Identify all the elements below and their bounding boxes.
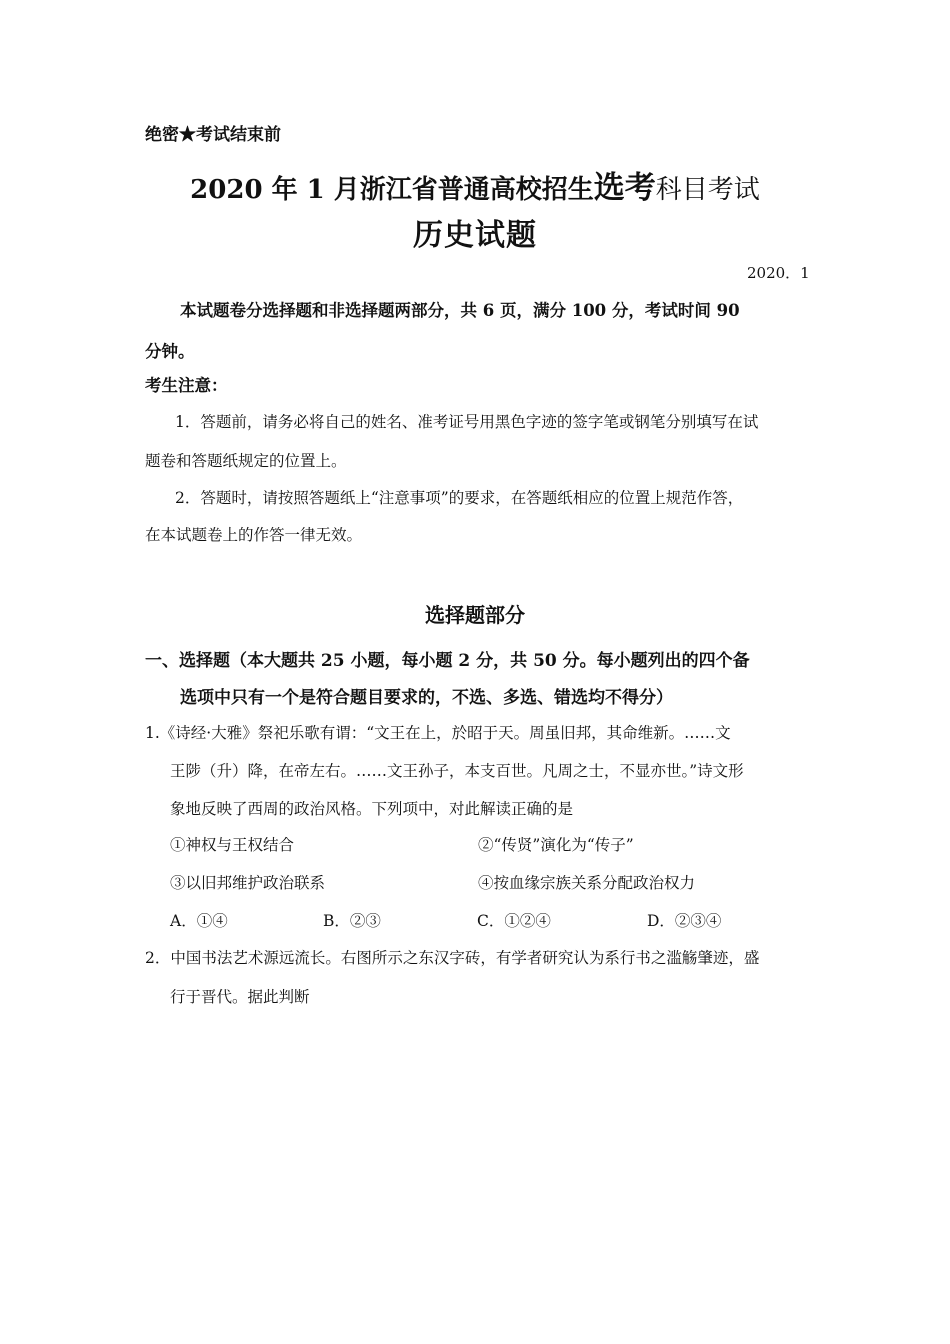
question-1-statement-3: ③以旧邦维护政治联系: [170, 874, 326, 892]
question-1-line-2: 王陟（升）降，在帝左右。……文王孙子，本支百世。凡周之士，不显亦世。”诗文形: [170, 762, 744, 780]
question-1-statement-2: ②“传贤”演化为“传子”: [478, 836, 634, 854]
confidential-label: 绝密★考试结束前: [145, 125, 281, 145]
question-1-line-3: 象地反映了西周的政治风格。下列项中，对此解读正确的是: [170, 800, 574, 818]
notice-item-2-line-2: 在本试题卷上的作答一律无效。: [145, 526, 363, 544]
notice-item-1-line-1: 1．答题前，请务必将自己的姓名、准考证号用黑色字迹的签字笔或钢笔分别填写在试: [175, 413, 759, 431]
exam-title: [0, 162, 950, 207]
notice-item-2-line-1: 2．答题时，请按照答题纸上“注意事项”的要求，在答题纸相应的位置上规范作答，: [175, 489, 744, 507]
question-1-statement-4: ④按血缘宗族关系分配政治权力: [478, 874, 696, 892]
exam-title-part2: 科目考试: [655, 175, 760, 205]
notice-heading: 考生注意：: [145, 376, 228, 395]
question-1-option-c: C．①②④: [477, 912, 551, 930]
exam-title-emphasis: 选考: [593, 170, 656, 206]
question-2-line-2: 行于晋代。据此判断: [170, 988, 310, 1006]
intro-line-2: 分钟。: [145, 342, 195, 361]
exam-date: 2020．1: [747, 264, 810, 282]
exam-title-part1: 2020 年 1 月浙江省普通高校招生: [190, 175, 594, 205]
intro-line-1: 本试题卷分选择题和非选择题两部分，共 6 页，满分 100 分，考试时间 90: [180, 301, 740, 320]
question-1-statement-1: ①神权与王权结合: [170, 836, 295, 854]
question-1-option-b: B．②③: [323, 912, 381, 930]
notice-item-1-line-2: 题卷和答题纸规定的位置上。: [145, 452, 347, 470]
part-instructions-line-1: 一、选择题（本大题共 25 小题，每小题 2 分，共 50 分。每小题列出的四个备: [145, 651, 750, 671]
question-1-option-a: A．①④: [170, 912, 228, 930]
exam-subtitle: 历史试题: [413, 218, 537, 253]
question-1-option-d: D．②③④: [647, 912, 722, 930]
part-instructions-line-2: 选项中只有一个是符合题目要求的，不选、多选、错选均不得分）: [180, 688, 673, 708]
question-2-line-1: 2．中国书法艺术源远流长。右图所示之东汉字砖，有学者研究认为系行书之滥觞肇迹，盛: [145, 949, 760, 967]
question-1-line-1: 1.《诗经·大雅》祭祀乐歌有谓：“文王在上，於昭于天。周虽旧邦，其命维新。……文: [145, 724, 731, 742]
section-title: 选择题部分: [425, 603, 525, 627]
